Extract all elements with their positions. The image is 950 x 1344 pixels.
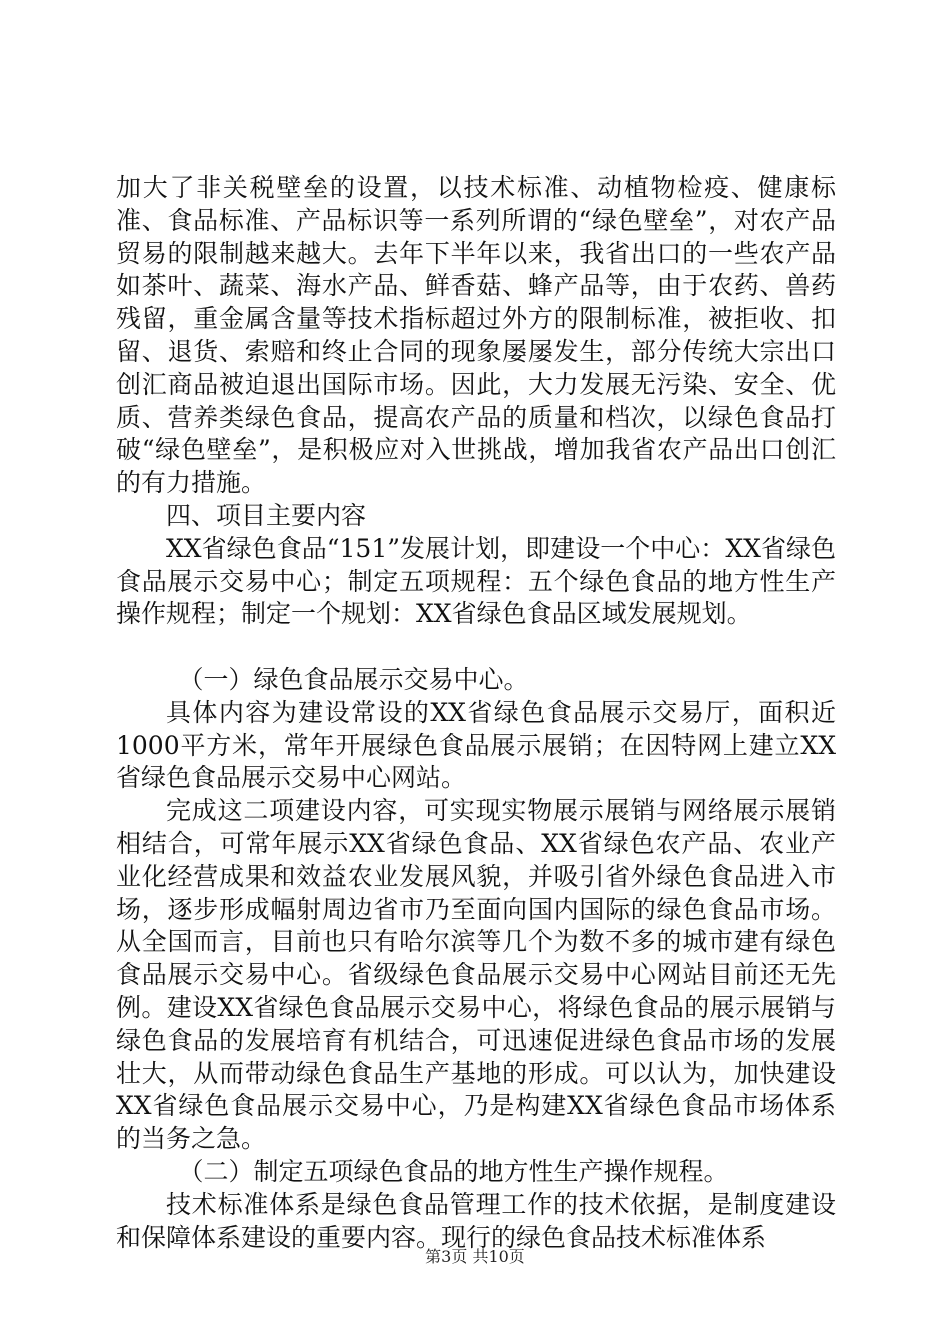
paragraph-technical-standards: 技术标准体系是绿色食品管理工作的技术依据，是制度建设和保障体系建设的重要内容。现行的绿色食品技术标准体系 bbox=[116, 1189, 836, 1252]
paragraph-exhibition-significance: 完成这二项建设内容，可实现实物展示展销与网络展示展销相结合，可常年展示XX省绿色食品、XX省绿色农产品、农业产业化经营成果和效益农业发展风貌，并吸引省外绿色食品进入市场，逐步形成幅射周边省市乃至面向国内国际的绿色食品市场。从全国而言，目前也只有哈尔滨等几个为数不多的城市建有绿色食品展示交易中心。省级绿色食品展示交易中心网站目前还无先例。建设XX省绿色食品展示交易中心，将绿色食品的展示展销与绿色食品的发展培育有机结合，可迅速促进绿色食品市场的发展壮大，从而带动绿色食品生产基地的形成。可以认为，加快建设XX省绿色食品展示交易中心，乃是构建XX省绿色食品市场体系的当务之急。 bbox=[116, 796, 836, 1154]
document-body bbox=[116, 172, 836, 1254]
paragraph-exhibition-details: 具体内容为建设常设的XX省绿色食品展示交易厅，面积近1000平方米，常年开展绿色食品展示展销；在因特网上建立XX省绿色食品展示交易中心网站。 bbox=[116, 697, 836, 793]
section-heading-main-content: 四、项目主要内容 bbox=[166, 500, 367, 530]
paragraph-continuation: 加大了非关税壁垒的设置，以技术标准、动植物检疫、健康标准、食品标准、产品标识等一系列所谓的“绿色壁垒”，对农产品贸易的限制越来越大。去年下半年以来，我省出口的一些农产品如茶叶、蔬菜、海水产品、鲜香菇、蜂产品等，由于农药、兽药残留，重金属含量等技术指标超过外方的限制标准，被拒收、扣留、退货、索赔和终止合同的现象屡屡发生，部分传统大宗出口创汇商品被迫退出国际市场。因此，大力发展无污染、安全、优质、营养类绿色食品，提高农产品的质量和档次，以绿色食品打破“绿色壁垒”，是积极应对入世挑战，增加我省农产品出口创汇的有力措施。 bbox=[116, 173, 836, 498]
subheading-operating-rules: （二）制定五项绿色食品的地方性生产操作规程。 bbox=[178, 1156, 729, 1186]
page-number-footer: 第3页 共10页 bbox=[425, 1247, 525, 1266]
blank-line bbox=[116, 631, 836, 664]
paragraph-plan-151: XX省绿色食品“151”发展计划，即建设一个中心：XX省绿色食品展示交易中心；制定五项规程：五个绿色食品的地方性生产操作规程；制定一个规划：XX省绿色食品区域发展规划。 bbox=[116, 533, 836, 629]
subheading-exhibition-center: （一）绿色食品展示交易中心。 bbox=[178, 664, 529, 694]
